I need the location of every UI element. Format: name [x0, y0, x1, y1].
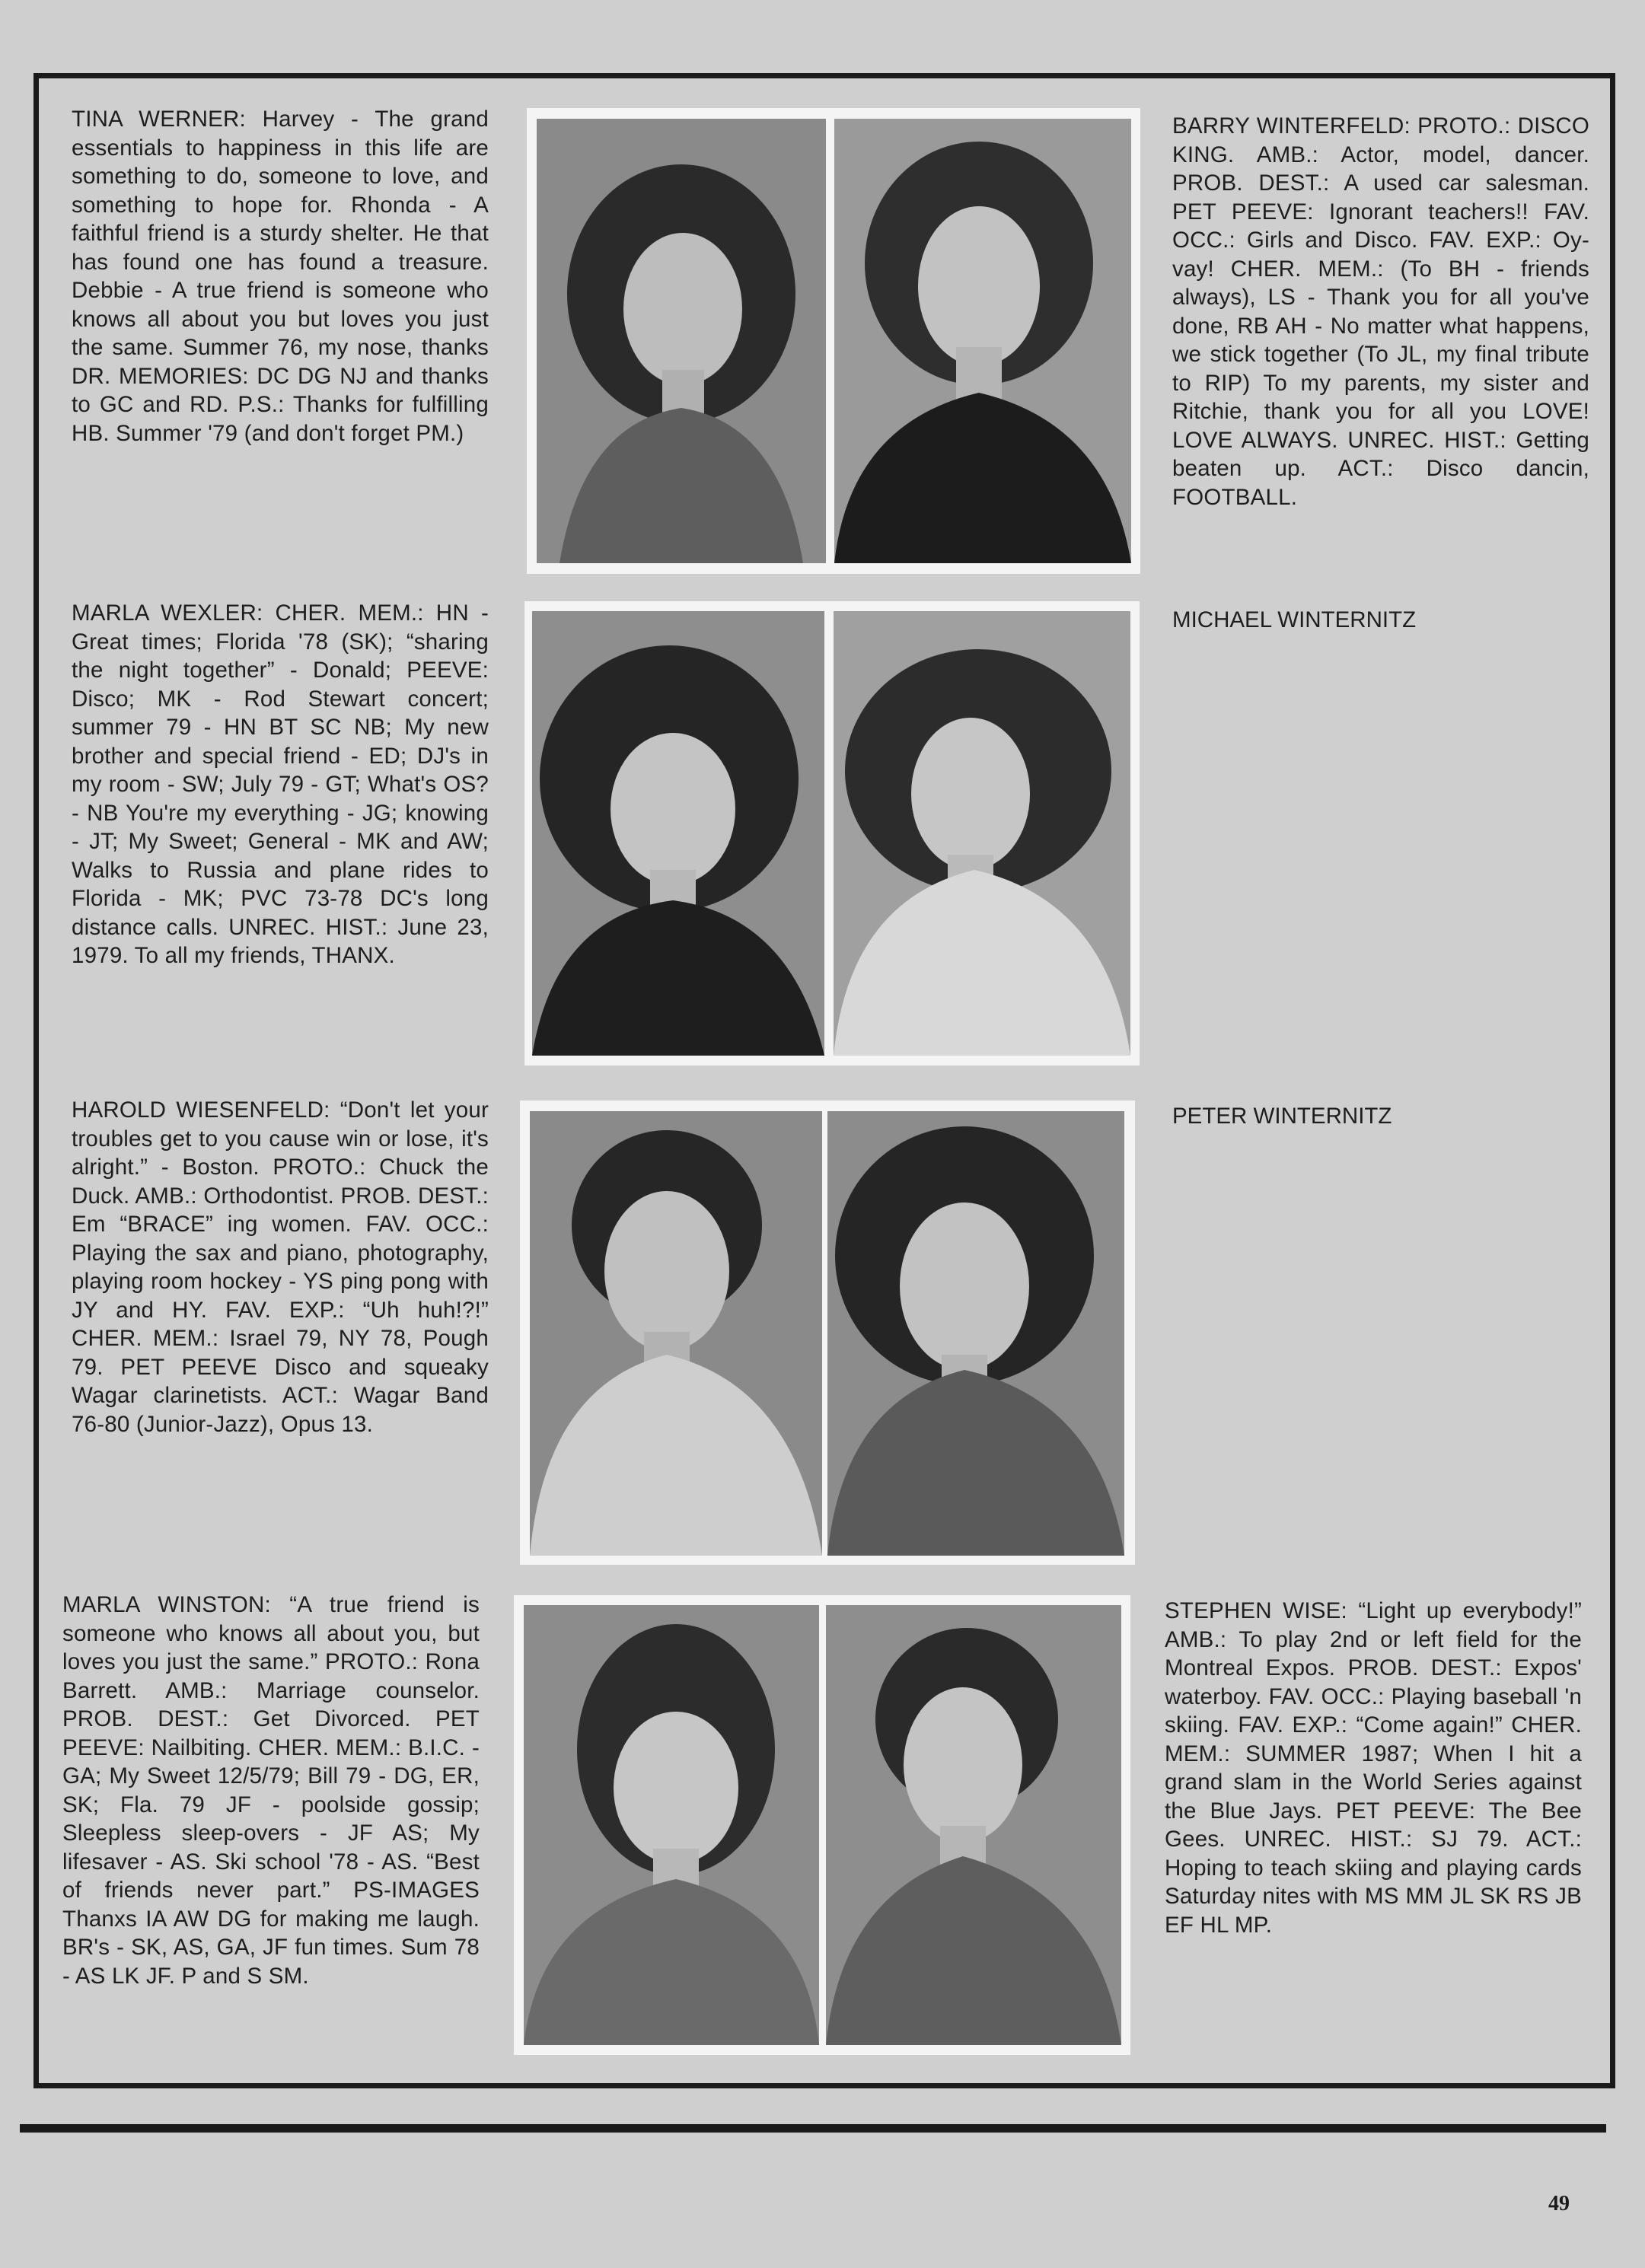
photo-pair-row-3 — [520, 1101, 1135, 1565]
photo-pair-row-4 — [514, 1595, 1130, 2055]
photo-pair-row-2 — [524, 601, 1140, 1066]
bio-harold-wiesenfeld: HAROLD WIESENFELD: “Don't let your troubles get to you cause win or lose, it's alright.” - Boston. PROTO.: Chuck the Duck. AMB.: Orthodontist. PROB. DEST.: Em “BRACE” ing women. FAV. OCC.: Playing the sax and piano, photography, playing room hockey - YS ping pong with JY and HY. FAV. EXP.: “Uh huh!?!” CHER. MEM.: Israel 79, NY 78, Pough 79. PET PEEVE Disco and squeaky Wagar clarinetists. ACT.: Wagar Band 76-80 (Junior-Jazz), Opus 13. — [72, 1097, 489, 1437]
bio-stephen-wise: STEPHEN WISE: “Light up everybody!” AMB.: To play 2nd or left field for the Montreal Expos. PROB. DEST.: Expos' waterboy. FAV. OCC.: Playing baseball 'n skiing. FAV. EXP.: “Come again!” CHER. MEM.: SUMMER 1987; When I hit a grand slam in the World Series against the Blue Jays. PET PEEVE: The Bee Gees. UNREC. HIST.: SJ 79. ACT.: Hoping to teach skiing and playing cards Saturday nites with MS MM JL SK RS JB EF HL MP. — [1165, 1598, 1582, 1938]
bio-barry-winterfeld: BARRY WINTERFELD: PROTO.: DISCO KING. AMB.: Actor, model, dancer. PROB. DEST.: A used car salesman. PET PEEVE: Ignorant teachers!! FAV. OCC.: Girls and Disco. FAV. EXP.: Oy-vay! CHER. MEM.: (To BH - friends always), LS - Thank you for all you've done, RB AH - No matter what happens, we stick together (To JL, my final tribute to RIP) To my parents, my sister and Ritchie, thank you for all you LOVE! LOVE ALWAYS. UNREC. HIST.: Getting beaten up. ACT.: Disco dancin, FOOTBALL. — [1172, 113, 1589, 510]
portrait-tina-werner — [537, 119, 826, 563]
name-michael-winternitz: MICHAEL WINTERNITZ — [1172, 607, 1417, 632]
portrait-peter-winternitz — [827, 1111, 1124, 1556]
portrait-marla-winston — [524, 1605, 819, 2045]
page-number: 49 — [1548, 2192, 1570, 2215]
photo-pair-row-1 — [527, 108, 1140, 574]
bio-tina-werner: TINA WERNER: Harvey - The grand essentials to happiness in this life are something to do, someone to love, and something to hope for. Rhonda - A faithful friend is a sturdy shelter. He that has found one has found a treasure. Debbie - A true friend is someone who knows all about you but loves you just the same. Summer 76, my nose, thanks DR. MEMORIES: DC DG NJ and thanks to GC and RD. P.S.: Thanks for fulfilling HB. Summer '79 (and don't forget PM.) — [72, 107, 489, 446]
portrait-harold-wiesenfeld — [530, 1111, 822, 1556]
portrait-barry-winterfeld — [834, 119, 1131, 563]
portrait-marla-wexler — [532, 611, 824, 1056]
bio-marla-wexler: MARLA WEXLER: CHER. MEM.: HN - Great times; Florida '78 (SK); “sharing the night together” - Donald; PEEVE: Disco; MK - Rod Stewart concert; summer 79 - HN BT SC NB; My new brother and special friend - ED; DJ's in my room - SW; July 79 - GT; What's OS? - NB You're my everything - JG; knowing - JT; My Sweet; General - MK and AW; Walks to Russia and plane rides to Florida - MK; PVC 73-78 DC's long distance calls. UNREC. HIST.: June 23, 1979. To all my friends, THANX. — [72, 600, 489, 968]
bio-marla-winston: MARLA WINSTON: “A true friend is someone who knows all about you, but loves you just the same.” PROTO.: Rona Barrett. AMB.: Marriage counselor. PROB. DEST.: Get Divorced. PET PEEVE: Nailbiting. CHER. MEM.: B.I.C. - GA; My Sweet 12/5/79; Bill 79 - DG, ER, SK; Fla. 79 JF - poolside gossip; Sleepless sleep-overs - JF AS; My lifesaver - AS. Ski school '78 - AS. “Best of friends never part.” PS-IMAGES Thanxs IA AW DG for making me laugh. BR's - SK, AS, GA, JF fun times. Sum 78 - AS LK JF. P and S SM. — [62, 1592, 480, 1989]
portrait-stephen-wise — [826, 1605, 1121, 2045]
bottom-rule — [20, 2124, 1606, 2133]
name-peter-winternitz: PETER WINTERNITZ — [1172, 1104, 1392, 1129]
portrait-michael-winternitz — [834, 611, 1130, 1056]
